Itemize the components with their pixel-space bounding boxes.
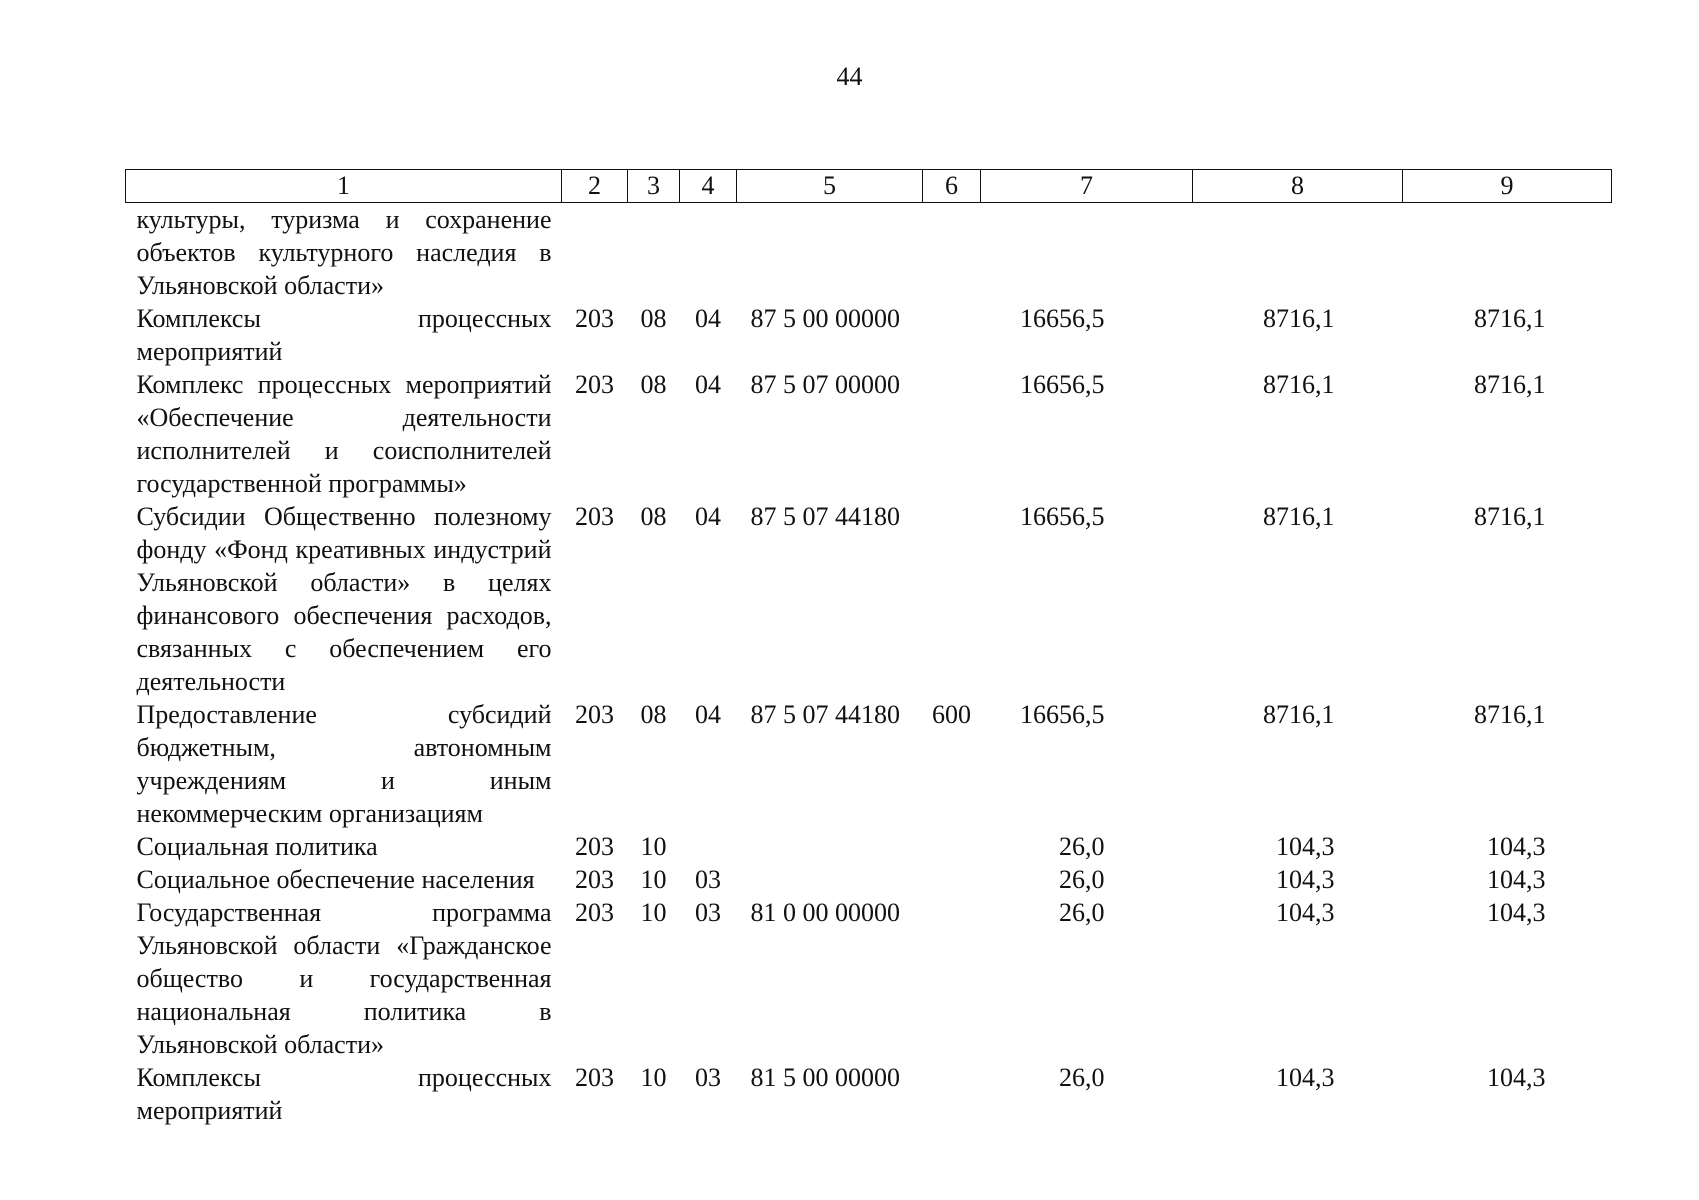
cell-amount-col9: 104,3 xyxy=(1487,1063,1546,1092)
cell-expense-type xyxy=(923,500,981,698)
cell-section: 10 xyxy=(640,865,667,894)
column-header: 7 xyxy=(981,170,1193,203)
table-row xyxy=(126,830,1612,863)
cell-admin-code: 203 xyxy=(575,1063,614,1092)
cell-target-article xyxy=(737,863,923,896)
cell-section: 08 xyxy=(640,502,667,531)
table-row xyxy=(126,302,1612,368)
cell-amount-col9: 104,3 xyxy=(1487,832,1546,861)
cell-section: 10 xyxy=(640,898,667,927)
cell-amount-col7: 26,0 xyxy=(1059,865,1105,894)
cell-section: 10 xyxy=(640,1063,667,1092)
table-row xyxy=(126,698,1612,830)
cell-expense-type xyxy=(923,863,981,896)
row-name: Комплексы процессных мероприятий xyxy=(136,304,552,366)
table-body xyxy=(126,203,1612,1128)
cell-section: 08 xyxy=(640,304,667,333)
row-name: Субсидии Общественно полезному фонду «Фонд креативных индустрий Ульяновской области» в целях финансового обеспечения расходов, связанных с обеспечением его деятельности xyxy=(136,502,552,696)
table-row xyxy=(126,500,1612,698)
cell-admin-code: 203 xyxy=(575,370,614,399)
cell-amount-col9: 104,3 xyxy=(1487,865,1546,894)
column-header: 2 xyxy=(562,170,628,203)
row-name: Государственная программа Ульяновской области «Гражданское общество и государственная национальная политика в Ульяновской области» xyxy=(136,898,552,1059)
cell-admin-code: 203 xyxy=(575,502,614,531)
cell-amount-col8: 104,3 xyxy=(1276,898,1335,927)
cell-target-article: 87 5 00 00000 xyxy=(750,304,900,333)
cell-target-article: 81 0 00 00000 xyxy=(750,898,900,927)
cell-subsection: 04 xyxy=(695,370,721,399)
cell-amount-col7: 26,0 xyxy=(1059,832,1105,861)
cell-expense-type xyxy=(923,203,981,303)
cell-amount-col8: 8716,1 xyxy=(1263,370,1335,399)
cell-subsection xyxy=(680,830,737,863)
cell-target-article: 81 5 00 00000 xyxy=(750,1063,900,1092)
cell-target-article: 87 5 07 44180 xyxy=(750,700,900,729)
cell-amount-col7 xyxy=(981,203,1193,303)
cell-admin-code: 203 xyxy=(575,304,614,333)
cell-subsection: 03 xyxy=(695,1063,721,1092)
cell-section xyxy=(628,203,680,303)
cell-amount-col7: 16656,5 xyxy=(1020,700,1105,729)
cell-admin-code: 203 xyxy=(575,898,614,927)
row-name: культуры, туризма и сохранение объектов культурного наследия в Ульяновской области» xyxy=(136,205,552,300)
cell-expense-type xyxy=(923,368,981,500)
cell-amount-col7: 26,0 xyxy=(1059,898,1105,927)
cell-target-article: 87 5 07 44180 xyxy=(750,502,900,531)
cell-amount-col7: 16656,5 xyxy=(1020,370,1105,399)
cell-section: 08 xyxy=(640,370,667,399)
table-row xyxy=(126,1061,1612,1127)
cell-amount-col7: 26,0 xyxy=(1059,1063,1105,1092)
row-name: Предоставление субсидий бюджетным, автономным учреждениям и иным некоммерческим организациям xyxy=(136,700,552,828)
cell-amount-col9: 8716,1 xyxy=(1474,304,1546,333)
table-row xyxy=(126,203,1612,303)
cell-subsection: 04 xyxy=(695,304,721,333)
cell-amount-col8: 8716,1 xyxy=(1263,700,1335,729)
cell-admin-code xyxy=(562,203,628,303)
cell-subsection: 03 xyxy=(695,865,721,894)
cell-target-article: 87 5 07 00000 xyxy=(750,370,900,399)
cell-amount-col8: 104,3 xyxy=(1276,865,1335,894)
cell-expense-type: 600 xyxy=(932,700,971,729)
cell-subsection: 04 xyxy=(695,502,721,531)
table-row xyxy=(126,368,1612,500)
cell-amount-col7: 16656,5 xyxy=(1020,304,1105,333)
cell-admin-code: 203 xyxy=(575,832,614,861)
column-header: 9 xyxy=(1403,170,1612,203)
table-row xyxy=(126,863,1612,896)
cell-expense-type xyxy=(923,302,981,368)
cell-amount-col9: 8716,1 xyxy=(1474,502,1546,531)
column-header: 1 xyxy=(126,170,562,203)
cell-amount-col8: 8716,1 xyxy=(1263,502,1335,531)
cell-amount-col9 xyxy=(1403,203,1612,303)
cell-amount-col8: 104,3 xyxy=(1276,1063,1335,1092)
cell-subsection xyxy=(680,203,737,303)
cell-amount-col7: 16656,5 xyxy=(1020,502,1105,531)
cell-target-article xyxy=(737,830,923,863)
cell-section: 10 xyxy=(640,832,667,861)
cell-expense-type xyxy=(923,830,981,863)
cell-amount-col8: 8716,1 xyxy=(1263,304,1335,333)
cell-subsection: 04 xyxy=(695,700,721,729)
cell-expense-type xyxy=(923,896,981,1061)
cell-amount-col8: 104,3 xyxy=(1276,832,1335,861)
cell-subsection: 03 xyxy=(695,898,721,927)
cell-amount-col9: 104,3 xyxy=(1487,898,1546,927)
table-row xyxy=(126,896,1612,1061)
cell-admin-code: 203 xyxy=(575,700,614,729)
column-header: 3 xyxy=(628,170,680,203)
cell-admin-code: 203 xyxy=(575,865,614,894)
cell-section: 08 xyxy=(640,700,667,729)
cell-amount-col9: 8716,1 xyxy=(1474,370,1546,399)
cell-amount-col8 xyxy=(1193,203,1403,303)
column-header: 8 xyxy=(1193,170,1403,203)
column-header: 5 xyxy=(737,170,923,203)
cell-target-article xyxy=(737,203,923,303)
cell-expense-type xyxy=(923,1061,981,1127)
column-header: 6 xyxy=(923,170,981,203)
column-header: 4 xyxy=(680,170,737,203)
row-name: Комплексы процессных мероприятий xyxy=(136,1063,552,1125)
row-name: Социальная политика xyxy=(136,832,378,861)
page-number: 44 xyxy=(836,62,863,91)
row-name: Социальное обеспечение населения xyxy=(136,865,535,894)
cell-amount-col9: 8716,1 xyxy=(1474,700,1546,729)
column-number-row xyxy=(126,170,1612,203)
row-name: Комплекс процессных мероприятий «Обеспечение деятельности исполнителей и соисполнителей государственной программы» xyxy=(136,370,552,498)
budget-table xyxy=(125,169,1612,1127)
